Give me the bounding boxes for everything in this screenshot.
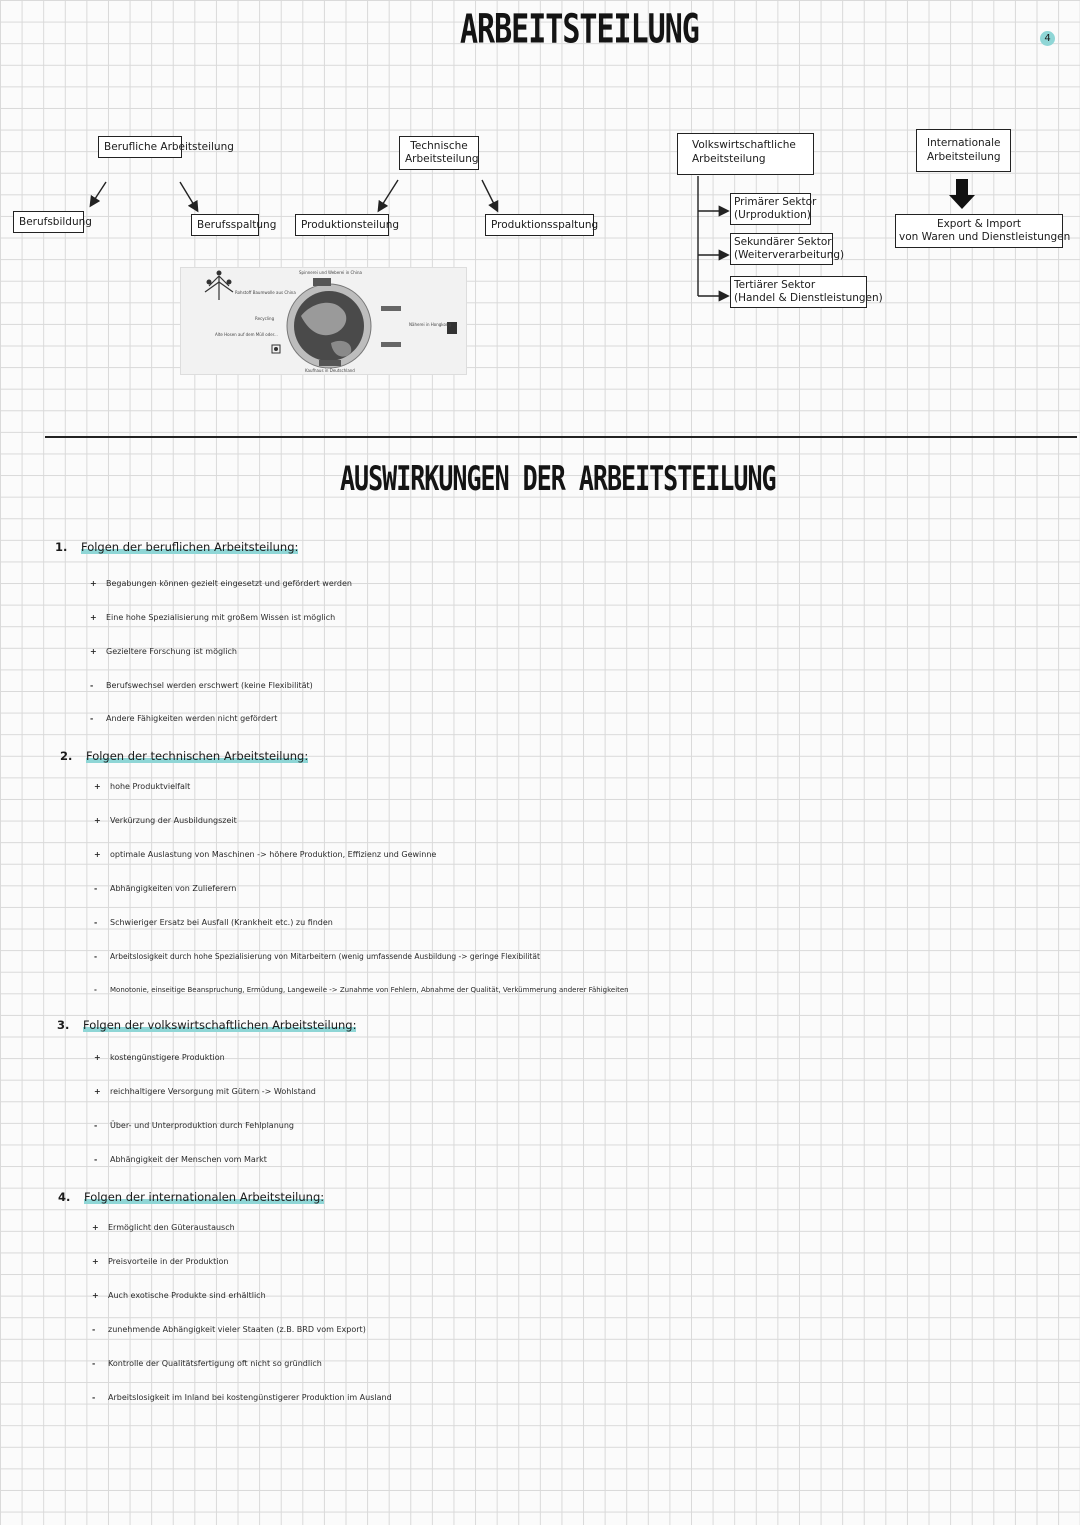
list-item: - Monotonie, einseitige Beanspruchung, Ermüdung, Langeweile -> Zunahme von Fehlern, Abnahme der Qualität, Verkümmerung anderer Fähigkeiten (94, 986, 629, 994)
export-import-line: Export & Import (936, 218, 1022, 230)
illustration-label: Spinnerei und Weberei in China (299, 270, 362, 275)
subtitle-auswirkungen: AUSWIRKUNGEN DER ARBEITSTEILUNG (340, 459, 776, 499)
list-item: + Gezieltere Forschung ist möglich (90, 647, 237, 656)
list-item: + Eine hohe Spezialisierung mit großem Wissen ist möglich (90, 613, 336, 622)
page-title: ARBEITSTEILUNG (460, 6, 699, 54)
node-berufsbildung: Berufsbildung (13, 211, 84, 233)
node-sekundaerer-sektor (730, 233, 845, 265)
list-item: + optimale Auslastung von Maschinen -> höhere Produktion, Effizienz und Gewinne (94, 850, 437, 859)
section-number: 3. (57, 1018, 70, 1032)
list-item: + Begabungen können gezielt eingesetzt und gefördert werden (90, 579, 352, 588)
section-title: Folgen der technischen Arbeitsteilung: (86, 749, 309, 763)
arrow-berufliche-right (180, 182, 197, 210)
node-tertiaerer-sektor (730, 276, 883, 308)
section-heading-2 (60, 749, 308, 763)
list-item: - Kontrolle der Qualitätsfertigung oft nicht so gründlich (92, 1359, 322, 1368)
node-export-import (895, 214, 1071, 248)
section-title: Folgen der volkswirtschaftlichen Arbeitsteilung: (83, 1018, 357, 1032)
list-item: + Ermöglicht den Güteraustausch (92, 1223, 235, 1232)
section-number: 2. (60, 749, 73, 763)
list-item: + reichhaltigere Versorgung mit Gütern -> Wohlstand (94, 1087, 316, 1096)
arrow-technische-right (482, 180, 497, 210)
down-arrow-icon (949, 179, 975, 209)
section-heading-4 (58, 1190, 324, 1204)
node-berufsspaltung: Berufsspaltung (191, 214, 259, 236)
section-title: Folgen der beruflichen Arbeitsteilung: (81, 540, 299, 554)
sector-name: Primärer Sektor (734, 196, 817, 208)
list-item: - Arbeitslosigkeit durch hohe Spezialisierung von Mitarbeitern (wenig umfassende Ausbildung -> geringe Flexibilität (94, 952, 540, 961)
node-berufliche-arbeitsteilung: Berufliche Arbeitsteilung (98, 136, 182, 158)
list-item: - Berufswechsel werden erschwert (keine Flexibilität) (90, 681, 313, 690)
arrow-technische-left (379, 180, 398, 210)
node-volkswirtschaftliche-arbeitsteilung: Volkswirtschaftliche Arbeitsteilung (677, 133, 814, 175)
list-item: - Über- und Unterproduktion durch Fehlplanung (94, 1121, 294, 1130)
list-item: - Schwieriger Ersatz bei Ausfall (Krankheit etc.) zu finden (94, 918, 333, 927)
section-title: Folgen der internationalen Arbeitsteilung: (84, 1190, 325, 1204)
globe-production-chain-icon (181, 268, 466, 374)
list-item: + Preisvorteile in der Produktion (92, 1257, 229, 1266)
section-number: 4. (58, 1190, 71, 1204)
list-item: - Abhängigkeit der Menschen vom Markt (94, 1155, 267, 1164)
sector-detail: (Urproduktion) (734, 209, 811, 221)
illustration-label: Recycling (255, 316, 275, 321)
illustration-label: Kaufhaus in Deutschland (305, 368, 355, 373)
list-item: - zunehmende Abhängigkeit vieler Staaten (z.B. BRD vom Export) (92, 1325, 366, 1334)
section-divider (45, 436, 1077, 438)
section-heading-3 (57, 1018, 356, 1032)
list-item: + kostengünstigere Produktion (94, 1053, 225, 1062)
section-heading-1 (55, 540, 298, 554)
sector-name: Sekundärer Sektor (734, 236, 832, 248)
list-item: + hohe Produktvielfalt (94, 782, 191, 791)
list-item: + Verkürzung der Ausbildungszeit (94, 816, 237, 825)
list-item: - Abhängigkeiten von Zulieferern (94, 884, 237, 893)
node-produktionsteilung: Produktionsteilung (295, 214, 389, 236)
export-import-detail: von Waren und Dienstleistungen (899, 231, 1071, 243)
list-item: + Auch exotische Produkte sind erhältlich (92, 1291, 266, 1300)
list-item: - Arbeitslosigkeit im Inland bei kostengünstigerer Produktion im Ausland (92, 1393, 392, 1402)
sector-detail: (Handel & Dienstleistungen) (734, 292, 883, 304)
arrow-berufliche-left (91, 182, 106, 205)
node-internationale-arbeitsteilung: Internationale Arbeitsteilung (916, 129, 1011, 172)
node-produktionsspaltung: Produktionsspaltung (485, 214, 594, 236)
illustration-label: Rohstoff Baumwolle aus China (235, 290, 296, 295)
sector-name: Tertiärer Sektor (734, 279, 816, 291)
production-chain-illustration (180, 267, 467, 375)
node-technische-arbeitsteilung: Technische Arbeitsteilung (399, 136, 479, 170)
sector-detail: (Weiterverarbeitung) (734, 249, 845, 261)
illustration-label: Alte Hosen auf dem Müll oder... (215, 332, 278, 337)
section-number: 1. (55, 540, 68, 554)
list-item: - Andere Fähigkeiten werden nicht gefördert (90, 714, 278, 723)
node-primaerer-sektor (730, 193, 817, 225)
page-number-badge: 4 (1040, 31, 1055, 46)
illustration-label: Näherei in Hongkong (409, 322, 451, 327)
